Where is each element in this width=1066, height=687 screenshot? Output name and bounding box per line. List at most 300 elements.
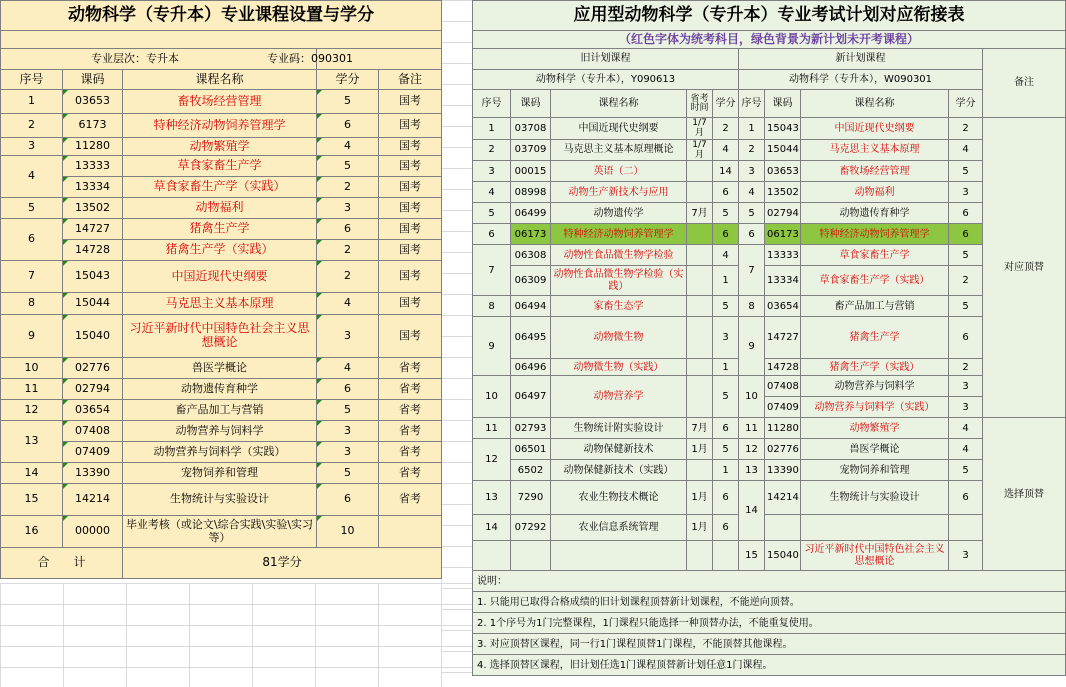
- new-credit: 3: [949, 541, 983, 571]
- new-code: 07409: [765, 397, 801, 418]
- right-title: 应用型动物科学（专升本）专业考试计划对应衔接表: [473, 1, 1066, 31]
- course-row: [1, 358, 442, 379]
- new-credit: 6: [949, 203, 983, 224]
- new-name: 生物统计与实验设计: [801, 481, 949, 515]
- new-code: 15043: [765, 118, 801, 140]
- old-name: 生物统计附实验设计: [551, 418, 687, 439]
- course-credit: 6: [317, 219, 379, 240]
- course-name: 畜牧场经营管理: [123, 90, 317, 114]
- old-name: 动物性食品微生物学检验: [551, 245, 687, 266]
- total-label: 合 计: [1, 548, 123, 579]
- new-name: 猪禽生产学（实践）: [801, 359, 949, 376]
- remark-direct: 对应顶替: [983, 118, 1066, 418]
- course-note: 省考: [379, 463, 442, 484]
- course-code: 13333: [63, 156, 123, 177]
- remark-choice: 选择顶替: [983, 418, 1066, 571]
- new-col-credit: 学分: [949, 90, 983, 118]
- col-header-name: 课程名称: [123, 70, 317, 90]
- course-credit: 5: [317, 463, 379, 484]
- old-col-credit: 学分: [713, 90, 739, 118]
- new-credit: 5: [949, 245, 983, 266]
- old-no: 8: [473, 296, 511, 317]
- old-no: 3: [473, 161, 511, 182]
- course-row: [1, 114, 442, 138]
- old-time: 1月: [687, 515, 713, 541]
- new-credit: 2: [949, 266, 983, 296]
- mapping-table: [472, 0, 1066, 676]
- course-no: 13: [1, 421, 63, 463]
- old-time: [687, 296, 713, 317]
- old-credit: 1: [713, 460, 739, 481]
- course-row: [1, 379, 442, 400]
- new-code: 14727: [765, 317, 801, 359]
- new-credit: 6: [949, 317, 983, 359]
- old-credit: 4: [713, 139, 739, 161]
- new-no: 8: [739, 296, 765, 317]
- old-time: [687, 266, 713, 296]
- old-credit: 6: [713, 481, 739, 515]
- old-credit: 1: [713, 359, 739, 376]
- old-code: 06494: [511, 296, 551, 317]
- new-name: 动物营养与饲料学: [801, 376, 949, 397]
- old-time: [687, 376, 713, 418]
- course-credit: 2: [317, 240, 379, 261]
- new-name: 动物遗传育种学: [801, 203, 949, 224]
- old-code: 06499: [511, 203, 551, 224]
- new-no: 5: [739, 203, 765, 224]
- new-name: 动物繁殖学: [801, 418, 949, 439]
- course-credit: 3: [317, 198, 379, 219]
- new-credit: 5: [949, 161, 983, 182]
- old-time: 1月: [687, 439, 713, 460]
- new-credit: 4: [949, 418, 983, 439]
- new-no: 1: [739, 118, 765, 140]
- new-name: 兽医学概论: [801, 439, 949, 460]
- new-credit: 3: [949, 376, 983, 397]
- old-time: 1月: [687, 481, 713, 515]
- course-credit: 6: [317, 114, 379, 138]
- old-code: 7290: [511, 481, 551, 515]
- code-text: 专业码：090301: [267, 51, 353, 65]
- course-credit: 5: [317, 90, 379, 114]
- course-code: 13334: [63, 177, 123, 198]
- old-credit: 2: [713, 118, 739, 140]
- mapping-row: [473, 224, 1066, 245]
- course-row: [1, 138, 442, 156]
- mapping-row: [473, 266, 1066, 296]
- course-credit: 3: [317, 315, 379, 358]
- new-code: 15044: [765, 139, 801, 161]
- new-name: 宠物饲养和管理: [801, 460, 949, 481]
- old-no: 2: [473, 139, 511, 161]
- new-credit: 3: [949, 397, 983, 418]
- course-credit: 5: [317, 156, 379, 177]
- old-time: 7月: [687, 418, 713, 439]
- course-no: 3: [1, 138, 63, 156]
- new-col-name: 课程名称: [801, 90, 949, 118]
- course-credit: 3: [317, 421, 379, 442]
- old-no: [473, 541, 511, 571]
- old-code: 6502: [511, 460, 551, 481]
- new-code: 06173: [765, 224, 801, 245]
- new-no: 10: [739, 376, 765, 418]
- course-no: 2: [1, 114, 63, 138]
- course-row: [1, 156, 442, 177]
- new-no: 3: [739, 161, 765, 182]
- old-col-code: 课码: [511, 90, 551, 118]
- course-credit: 10: [317, 516, 379, 548]
- old-code: 06496: [511, 359, 551, 376]
- new-name: 动物福利: [801, 182, 949, 203]
- new-no: 4: [739, 182, 765, 203]
- old-credit: 5: [713, 439, 739, 460]
- new-code: 03654: [765, 296, 801, 317]
- new-credit: 2: [949, 359, 983, 376]
- course-table: [0, 0, 442, 579]
- course-credit: 2: [317, 261, 379, 293]
- left-title: 动物科学（专升本）专业课程设置与学分: [1, 1, 442, 31]
- mapping-row: [473, 515, 1066, 541]
- course-note: 国考: [379, 114, 442, 138]
- course-code: 07408: [63, 421, 123, 442]
- new-name: 畜牧场经营管理: [801, 161, 949, 182]
- old-code: 06309: [511, 266, 551, 296]
- course-no: 16: [1, 516, 63, 548]
- old-code: 03708: [511, 118, 551, 140]
- new-name: [801, 515, 949, 541]
- old-code: 00015: [511, 161, 551, 182]
- mapping-row: [473, 439, 1066, 460]
- old-no: 4: [473, 182, 511, 203]
- course-note: 国考: [379, 219, 442, 240]
- new-name: 畜产品加工与营销: [801, 296, 949, 317]
- new-name: 习近平新时代中国特色社会主义思想概论: [801, 541, 949, 571]
- course-row: [1, 400, 442, 421]
- old-name: 动物遗传学: [551, 203, 687, 224]
- old-code: 08998: [511, 182, 551, 203]
- old-no: 1: [473, 118, 511, 140]
- course-note: 国考: [379, 138, 442, 156]
- old-code: [511, 541, 551, 571]
- old-time: 7月: [687, 203, 713, 224]
- old-name: 英语（二）: [551, 161, 687, 182]
- course-name: 猪禽生产学（实践）: [123, 240, 317, 261]
- course-no: 14: [1, 463, 63, 484]
- course-name: 宠物饲养和管理: [123, 463, 317, 484]
- old-time: [687, 224, 713, 245]
- new-credit: 6: [949, 481, 983, 515]
- old-name: 农业生物技术概论: [551, 481, 687, 515]
- old-no: 14: [473, 515, 511, 541]
- course-note: 国考: [379, 240, 442, 261]
- old-name: 动物微生物: [551, 317, 687, 359]
- col-header-code: 课码: [63, 70, 123, 90]
- course-no: 9: [1, 315, 63, 358]
- old-time: 1/7月: [687, 118, 713, 140]
- note-4: 4. 选择顶替区课程，旧计划任选1门课程顶替新计划任意1门课程。: [473, 655, 1066, 676]
- course-row: [1, 315, 442, 358]
- new-no: 9: [739, 317, 765, 376]
- old-col-time: 省考时间: [687, 90, 713, 118]
- sheet-grid-gap: [441, 0, 472, 687]
- new-credit: 3: [949, 182, 983, 203]
- new-credit: 5: [949, 296, 983, 317]
- course-code: 02794: [63, 379, 123, 400]
- course-no: 12: [1, 400, 63, 421]
- new-no: 14: [739, 481, 765, 541]
- spacer-row: [1, 31, 442, 49]
- old-code: 06495: [511, 317, 551, 359]
- col-header-no: 序号: [1, 70, 63, 90]
- course-note: 省考: [379, 400, 442, 421]
- new-name: 中国近现代史纲要: [801, 118, 949, 140]
- old-code: 06501: [511, 439, 551, 460]
- course-row: [1, 240, 442, 261]
- old-credit: 5: [713, 296, 739, 317]
- level-text: 专业层次：专升本: [91, 51, 179, 65]
- old-name: 马克思主义基本原理概论: [551, 139, 687, 161]
- course-row: [1, 516, 442, 548]
- new-no: 11: [739, 418, 765, 439]
- old-time: [687, 460, 713, 481]
- old-credit: 5: [713, 376, 739, 418]
- course-note: 国考: [379, 90, 442, 114]
- mapping-row: [473, 296, 1066, 317]
- mapping-row: [473, 118, 1066, 140]
- course-note: 省考: [379, 484, 442, 516]
- mapping-row: [473, 161, 1066, 182]
- new-credit: 6: [949, 224, 983, 245]
- old-plan-name: 动物科学（专升本），Y090613: [473, 70, 739, 90]
- course-note: 省考: [379, 442, 442, 463]
- old-time: [687, 541, 713, 571]
- new-name: 动物营养与饲料学（实践）: [801, 397, 949, 418]
- new-plan-name: 动物科学（专升本），W090301: [739, 70, 983, 90]
- old-no: 13: [473, 481, 511, 515]
- course-note: 国考: [379, 156, 442, 177]
- course-code: 13390: [63, 463, 123, 484]
- old-name: 动物生产新技术与应用: [551, 182, 687, 203]
- old-time: [687, 161, 713, 182]
- new-code: 14214: [765, 481, 801, 515]
- old-credit: 6: [713, 224, 739, 245]
- course-row: [1, 293, 442, 315]
- new-no: 15: [739, 541, 765, 571]
- course-name: 马克思主义基本原理: [123, 293, 317, 315]
- mapping-row: [473, 203, 1066, 224]
- new-code: 11280: [765, 418, 801, 439]
- old-no: 12: [473, 439, 511, 481]
- new-credit: 4: [949, 439, 983, 460]
- course-row: [1, 421, 442, 442]
- new-col-no: 序号: [739, 90, 765, 118]
- new-credit: 4: [949, 139, 983, 161]
- code-label: [267, 49, 442, 70]
- course-name: 动物繁殖学: [123, 138, 317, 156]
- course-name: 动物营养与饲料学（实践）: [123, 442, 317, 463]
- old-no: 6: [473, 224, 511, 245]
- mapping-row: [473, 376, 1066, 397]
- course-credit: 6: [317, 484, 379, 516]
- course-no: 5: [1, 198, 63, 219]
- course-note: 省考: [379, 358, 442, 379]
- new-no: 13: [739, 460, 765, 481]
- old-name: 特种经济动物饲养管理学: [551, 224, 687, 245]
- new-code: 07408: [765, 376, 801, 397]
- total-value: 81学分: [123, 548, 442, 579]
- course-code: 03654: [63, 400, 123, 421]
- course-code: 15043: [63, 261, 123, 293]
- course-credit: 4: [317, 138, 379, 156]
- notes-title: 说明：: [473, 571, 1066, 592]
- old-credit: 6: [713, 182, 739, 203]
- course-no: 6: [1, 219, 63, 261]
- old-no: 9: [473, 317, 511, 376]
- course-no: 1: [1, 90, 63, 114]
- course-code: 03653: [63, 90, 123, 114]
- course-name: 草食家畜生产学: [123, 156, 317, 177]
- note-2: 2. 1个序号为1门完整课程，1门课程只能选择一种顶替办法，不能重复使用。: [473, 613, 1066, 634]
- course-credit: 5: [317, 400, 379, 421]
- old-name: 动物微生物（实践）: [551, 359, 687, 376]
- course-name: 中国近现代史纲要: [123, 261, 317, 293]
- new-code: 13334: [765, 266, 801, 296]
- course-credit: 4: [317, 293, 379, 315]
- old-name: 动物保健新技术: [551, 439, 687, 460]
- old-credit: [713, 541, 739, 571]
- mapping-row: [473, 418, 1066, 439]
- mapping-row: [473, 460, 1066, 481]
- old-name: 动物保健新技术（实践）: [551, 460, 687, 481]
- old-name: 中国近现代史纲要: [551, 118, 687, 140]
- old-credit: 6: [713, 515, 739, 541]
- mapping-row: [473, 481, 1066, 515]
- new-code: [765, 515, 801, 541]
- course-code: 07409: [63, 442, 123, 463]
- old-code: 07292: [511, 515, 551, 541]
- new-credit: 2: [949, 118, 983, 140]
- old-credit: 14: [713, 161, 739, 182]
- course-code: 14728: [63, 240, 123, 261]
- course-name: 习近平新时代中国特色社会主义思想概论: [123, 315, 317, 358]
- old-code: 06173: [511, 224, 551, 245]
- course-name: 动物福利: [123, 198, 317, 219]
- course-row: [1, 484, 442, 516]
- old-time: [687, 245, 713, 266]
- course-no: 11: [1, 379, 63, 400]
- course-code: 15044: [63, 293, 123, 315]
- plan-mapping-panel: [472, 0, 1065, 676]
- old-time: [687, 359, 713, 376]
- course-name: 兽医学概论: [123, 358, 317, 379]
- new-name: 草食家畜生产学: [801, 245, 949, 266]
- old-code: 06308: [511, 245, 551, 266]
- course-code: 11280: [63, 138, 123, 156]
- old-col-name: 课程名称: [551, 90, 687, 118]
- course-no: 10: [1, 358, 63, 379]
- course-credit: 3: [317, 442, 379, 463]
- course-credit: 6: [317, 379, 379, 400]
- course-note: 国考: [379, 293, 442, 315]
- new-code: 13502: [765, 182, 801, 203]
- old-code: 02793: [511, 418, 551, 439]
- old-name: [551, 541, 687, 571]
- course-note: 国考: [379, 315, 442, 358]
- old-code: 03709: [511, 139, 551, 161]
- course-credit: 2: [317, 177, 379, 198]
- course-no: 8: [1, 293, 63, 315]
- new-no: 7: [739, 245, 765, 296]
- course-name: 动物营养与饲料学: [123, 421, 317, 442]
- new-no: 12: [739, 439, 765, 460]
- old-no: 10: [473, 376, 511, 418]
- course-row: [1, 90, 442, 114]
- old-credit: 6: [713, 418, 739, 439]
- new-plan-label: 新计划课程: [739, 49, 983, 70]
- right-subtitle: （红色字体为统考科目，绿色背景为新计划未开考课程）: [473, 31, 1066, 49]
- new-credit: [949, 515, 983, 541]
- mapping-row: [473, 541, 1066, 571]
- mapping-row: [473, 245, 1066, 266]
- old-plan-label: 旧计划课程: [473, 49, 739, 70]
- course-code: 02776: [63, 358, 123, 379]
- old-time: [687, 317, 713, 359]
- new-name: 特种经济动物饲养管理学: [801, 224, 949, 245]
- course-note: 省考: [379, 421, 442, 442]
- course-row: [1, 442, 442, 463]
- mapping-rows: [473, 118, 1066, 571]
- new-no: 2: [739, 139, 765, 161]
- old-name: 家畜生态学: [551, 296, 687, 317]
- new-code: 02776: [765, 439, 801, 460]
- course-name: 猪禽生产学: [123, 219, 317, 240]
- course-note: 国考: [379, 198, 442, 219]
- course-no: 15: [1, 484, 63, 516]
- new-code: 15040: [765, 541, 801, 571]
- old-credit: 1: [713, 266, 739, 296]
- course-note: 国考: [379, 261, 442, 293]
- course-row: [1, 198, 442, 219]
- old-name: 动物营养学: [551, 376, 687, 418]
- new-code: 14728: [765, 359, 801, 376]
- course-no: 7: [1, 261, 63, 293]
- course-code: 14214: [63, 484, 123, 516]
- old-time: [687, 182, 713, 203]
- course-name: 特种经济动物饲养管理学: [123, 114, 317, 138]
- course-row: [1, 463, 442, 484]
- old-time: 1/7月: [687, 139, 713, 161]
- course-credit-panel: [0, 0, 441, 579]
- sheet-grid: [0, 583, 472, 687]
- course-name: 动物遗传育种学: [123, 379, 317, 400]
- course-row: [1, 219, 442, 240]
- course-rows: [1, 90, 442, 548]
- course-code: 13502: [63, 198, 123, 219]
- course-note: [379, 516, 442, 548]
- course-row: [1, 261, 442, 293]
- old-no: 5: [473, 203, 511, 224]
- old-credit: 4: [713, 245, 739, 266]
- course-row: [1, 177, 442, 198]
- new-name: 猪禽生产学: [801, 317, 949, 359]
- new-name: 马克思主义基本原理: [801, 139, 949, 161]
- old-no: 11: [473, 418, 511, 439]
- old-name: 农业信息系统管理: [551, 515, 687, 541]
- new-no: 6: [739, 224, 765, 245]
- col-header-note: 备注: [379, 70, 442, 90]
- course-note: 国考: [379, 177, 442, 198]
- course-note: 省考: [379, 379, 442, 400]
